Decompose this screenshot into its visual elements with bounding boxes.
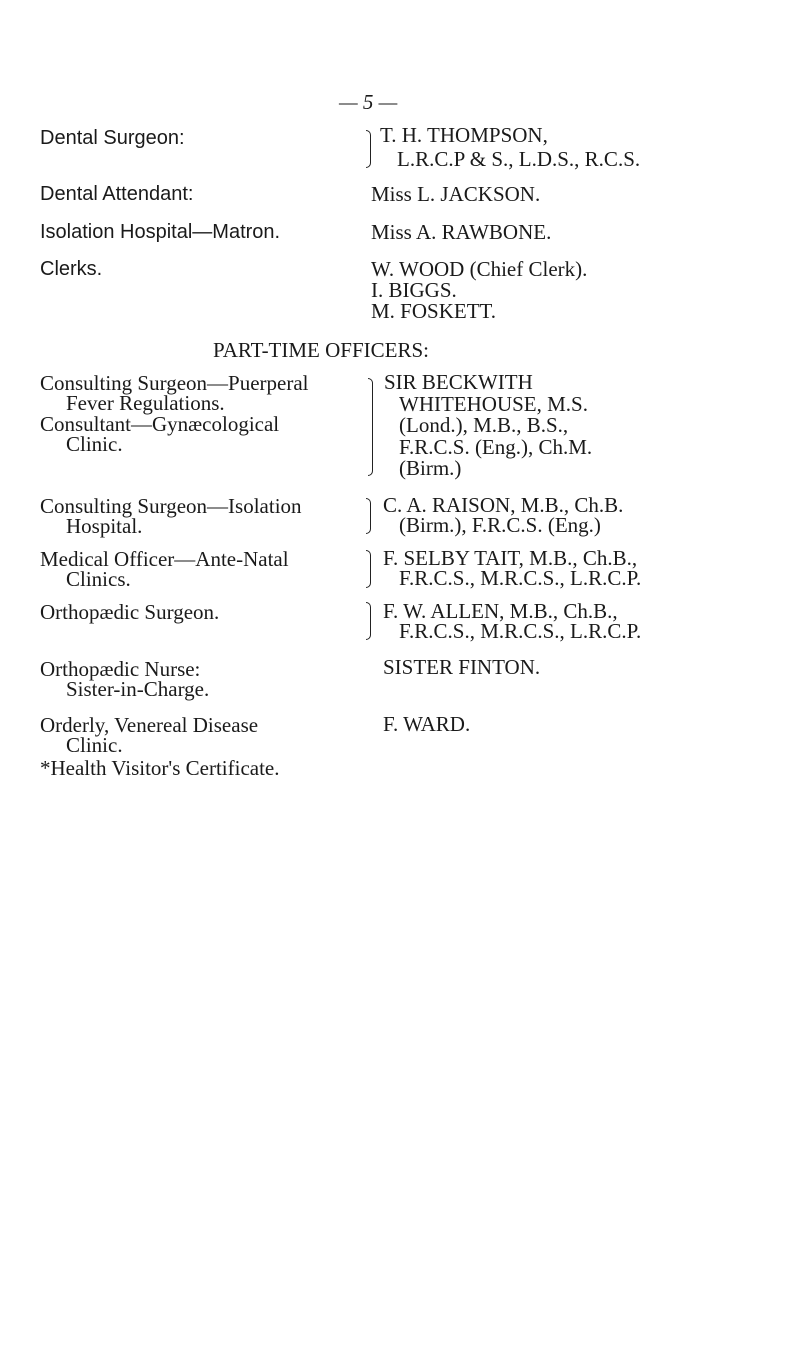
- name-line: SIR BECKWITH: [384, 370, 533, 394]
- role-line: Hospital.: [66, 514, 143, 538]
- role-line: Consultant—Gynæcological: [40, 412, 280, 436]
- bracket: [368, 378, 373, 476]
- name-line: F.R.C.S., M.R.C.S., L.R.C.P.: [399, 566, 642, 590]
- role-line: Consulting Surgeon—Isolation: [40, 494, 302, 518]
- role-line: Orderly, Venereal Disease: [40, 713, 259, 737]
- name-line: C. A. RAISON, M.B., Ch.B.: [383, 493, 624, 517]
- role-line: Clinic.: [66, 432, 123, 456]
- role-dental-attendant: Dental Attendant:: [40, 183, 194, 205]
- name-line: F. WARD.: [383, 712, 471, 736]
- name-line: Miss L. JACKSON.: [371, 182, 541, 206]
- role-line: Clinic.: [66, 733, 123, 757]
- name-line: W. WOOD (Chief Clerk).: [371, 257, 588, 281]
- bracket: [366, 130, 371, 168]
- section-heading: PART-TIME OFFICERS:: [213, 338, 429, 362]
- name-line: M. FOSKETT.: [371, 299, 497, 323]
- name-line: F.R.C.S. (Eng.), Ch.M.: [399, 435, 593, 459]
- page-number: — 5 —: [339, 90, 398, 114]
- role-clerks: Clerks.: [40, 258, 103, 280]
- name-line: (Birm.), F.R.C.S. (Eng.): [399, 513, 601, 537]
- name-line: F. W. ALLEN, M.B., Ch.B.,: [383, 599, 618, 623]
- bracket: [366, 602, 371, 640]
- name-line: Miss A. RAWBONE.: [371, 220, 552, 244]
- name-line: SISTER FINTON.: [383, 655, 541, 679]
- name-line: F.R.C.S., M.R.C.S., L.R.C.P.: [399, 619, 642, 643]
- bracket: [366, 550, 371, 588]
- footnote: *Health Visitor's Certificate.: [40, 756, 280, 780]
- name-line: (Birm.): [399, 456, 462, 480]
- name-line: I. BIGGS.: [371, 278, 457, 302]
- name-line: T. H. THOMPSON,: [380, 123, 548, 147]
- role-line: Medical Officer—Ante-Natal: [40, 547, 289, 571]
- role-line: Orthopædic Surgeon.: [40, 600, 220, 624]
- role-isolation-matron: Isolation Hospital—Matron.: [40, 221, 281, 243]
- name-line: F. SELBY TAIT, M.B., Ch.B.,: [383, 546, 638, 570]
- role-line: Sister-in-Charge.: [66, 677, 210, 701]
- bracket: [366, 498, 371, 534]
- name-line: WHITEHOUSE, M.S.: [399, 392, 588, 416]
- role-line: Orthopædic Nurse:: [40, 657, 201, 681]
- role-line: Fever Regulations.: [66, 391, 225, 415]
- role-line: Clinics.: [66, 567, 131, 591]
- name-line: (Lond.), M.B., B.S.,: [399, 413, 569, 437]
- role-dental-surgeon: Dental Surgeon:: [40, 127, 185, 149]
- name-line: L.R.C.P & S., L.D.S., R.C.S.: [397, 147, 641, 171]
- role-line: Consulting Surgeon—Puerperal: [40, 371, 309, 395]
